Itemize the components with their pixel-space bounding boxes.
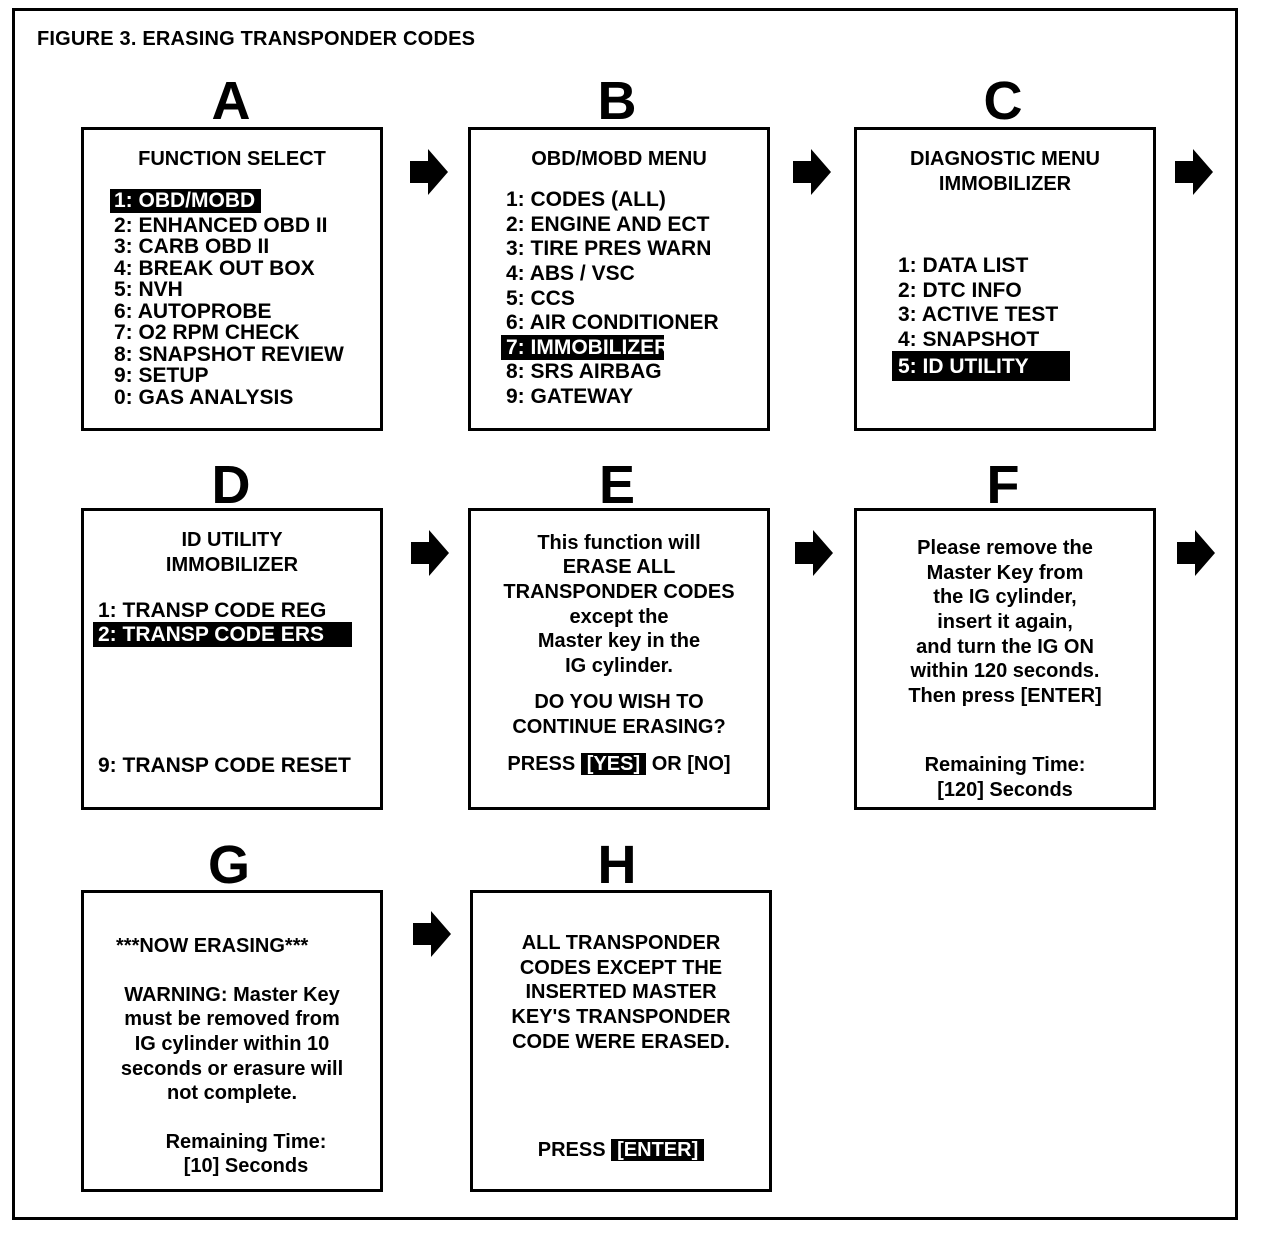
arrow-right-icon [410, 149, 448, 195]
panel-e-question-2: CONTINUE ERASING? [512, 716, 726, 738]
panel-e-line-3: TRANSPONDER CODES [503, 581, 735, 603]
panel-h-line-5: CODE WERE ERASED. [512, 1031, 730, 1053]
menu-item-immobilizer[interactable]: 7: IMMOBILIZER [501, 335, 664, 360]
menu-item-gateway[interactable]: 9: GATEWAY [506, 385, 634, 408]
panel-letter-h: H [597, 835, 637, 895]
panel-letter-g: G [207, 835, 250, 895]
panel-g-warning-4: seconds or erasure will [120, 1058, 344, 1080]
panel-letter-a: A [211, 71, 251, 131]
panel-a-function-select [81, 127, 383, 431]
panel-d-header-2: IMMOBILIZER [165, 554, 299, 576]
enter-button[interactable]: [ENTER] [611, 1139, 704, 1161]
panel-c-header-1: DIAGNOSTIC MENU [910, 148, 1100, 170]
panel-letter-d: D [211, 455, 251, 515]
menu-item-nvh[interactable]: 5: NVH [114, 278, 183, 301]
panel-e-line-2: ERASE ALL [562, 556, 676, 578]
menu-item-id-utility[interactable]: 5: ID UTILITY [892, 351, 1070, 381]
panel-g-remaining-label: Remaining Time: [165, 1131, 327, 1153]
panel-e-press-row [471, 752, 767, 776]
no-button[interactable]: OR [NO] [651, 753, 731, 775]
panel-f-line-6: within 120 seconds. [910, 660, 1100, 682]
panel-f-line-3: the IG cylinder, [933, 586, 1077, 608]
panel-d-id-utility [81, 508, 383, 810]
panel-f-line-7: Then press [ENTER] [908, 685, 1102, 707]
menu-item-srs-airbag[interactable]: 8: SRS AIRBAG [506, 360, 662, 383]
yes-button[interactable]: [YES] [581, 753, 646, 775]
panel-letter-e: E [598, 455, 636, 515]
arrow-right-icon [793, 149, 831, 195]
panel-g-status: ***NOW ERASING*** [116, 935, 309, 957]
menu-item-dtc-info[interactable]: 2: DTC INFO [898, 279, 1022, 302]
panel-h-press-row [473, 1138, 769, 1162]
panel-c-header-2: IMMOBILIZER [938, 173, 1072, 195]
panel-f-line-4: insert it again, [937, 611, 1073, 633]
panel-h-line-2: CODES EXCEPT THE [519, 957, 723, 979]
panel-a-header: FUNCTION SELECT [138, 148, 326, 170]
panel-b-header: OBD/MOBD MENU [531, 148, 707, 170]
panel-g-warning-1: WARNING: Master Key [124, 984, 340, 1006]
panel-letter-f: F [986, 455, 1020, 515]
panel-g-warning-3: IG cylinder within 10 [134, 1033, 330, 1055]
panel-f-line-1: Please remove the [917, 537, 1093, 559]
panel-letter-c: C [983, 71, 1023, 131]
panel-f-remaining-value: [120] Seconds [937, 779, 1073, 801]
panel-h-line-4: KEY'S TRANSPONDER [511, 1006, 731, 1028]
arrow-right-icon [1177, 530, 1215, 576]
figure-title: FIGURE 3. ERASING TRANSPONDER CODES [37, 28, 476, 50]
arrow-right-icon [795, 530, 833, 576]
panel-e-line-4: except the [569, 606, 669, 628]
panel-f-line-2: Master Key from [926, 562, 1084, 584]
panel-g-warning-2: must be removed from [124, 1008, 340, 1030]
panel-h-erased [470, 890, 772, 1192]
menu-item-gas-analysis[interactable]: 0: GAS ANALYSIS [114, 386, 294, 409]
panel-e-erase-confirm [468, 508, 770, 810]
panel-g-warning-5: not complete. [166, 1082, 297, 1104]
menu-item-abs-vsc[interactable]: 4: ABS / VSC [506, 262, 635, 285]
panel-g-remaining-value: [10] Seconds [183, 1155, 309, 1177]
panel-g-now-erasing [81, 890, 383, 1192]
panel-f-remaining-label: Remaining Time: [924, 754, 1086, 776]
menu-item-autoprobe[interactable]: 6: AUTOPROBE [114, 300, 272, 323]
panel-e-line-5: Master key in the [537, 630, 701, 652]
menu-item-transp-code-reset[interactable]: 9: TRANSP CODE RESET [98, 754, 351, 777]
menu-item-transp-code-ers[interactable]: 2: TRANSP CODE ERS [93, 622, 352, 647]
menu-item-setup[interactable]: 9: SETUP [114, 364, 209, 387]
menu-item-transp-code-reg[interactable]: 1: TRANSP CODE REG [98, 599, 327, 622]
menu-item-engine-ect[interactable]: 2: ENGINE AND ECT [506, 213, 710, 236]
panel-e-press-label: PRESS [507, 753, 576, 775]
panel-c-diagnostic-menu [854, 127, 1156, 431]
panel-d-header-1: ID UTILITY [181, 529, 283, 551]
panel-b-obd-mobd-menu [468, 127, 770, 431]
arrow-right-icon [411, 530, 449, 576]
panel-f-line-5: and turn the IG ON [916, 636, 1094, 658]
menu-item-codes-all[interactable]: 1: CODES (ALL) [506, 188, 666, 211]
menu-item-break-out-box[interactable]: 4: BREAK OUT BOX [114, 257, 315, 280]
menu-item-air-conditioner[interactable]: 6: AIR CONDITIONER [506, 311, 719, 334]
menu-item-snapshot[interactable]: 4: SNAPSHOT [898, 328, 1040, 351]
panel-h-line-3: INSERTED MASTER [525, 981, 717, 1003]
menu-item-ccs[interactable]: 5: CCS [506, 287, 575, 310]
panel-h-press-label: PRESS [537, 1139, 606, 1161]
arrow-right-icon [1175, 149, 1213, 195]
panel-e-line-1: This function will [537, 532, 701, 554]
arrow-right-icon [413, 911, 451, 957]
panel-f-reinsert-key [854, 508, 1156, 810]
panel-h-line-1: ALL TRANSPONDER [521, 932, 721, 954]
menu-item-o2-rpm-check[interactable]: 7: O2 RPM CHECK [114, 321, 300, 344]
menu-item-active-test[interactable]: 3: ACTIVE TEST [898, 303, 1059, 326]
menu-item-tire-pres-warn[interactable]: 3: TIRE PRES WARN [506, 237, 712, 260]
menu-item-obd-mobd[interactable]: 1: OBD/MOBD [110, 189, 261, 213]
panel-letter-b: B [597, 71, 637, 131]
menu-item-data-list[interactable]: 1: DATA LIST [898, 254, 1029, 277]
menu-item-enhanced-obd[interactable]: 2: ENHANCED OBD II [114, 214, 328, 237]
panel-e-line-6: IG cylinder. [565, 655, 673, 677]
menu-item-snapshot-review[interactable]: 8: SNAPSHOT REVIEW [114, 343, 344, 366]
panel-e-question-1: DO YOU WISH TO [534, 691, 704, 713]
menu-item-carb-obd[interactable]: 3: CARB OBD II [114, 235, 270, 258]
